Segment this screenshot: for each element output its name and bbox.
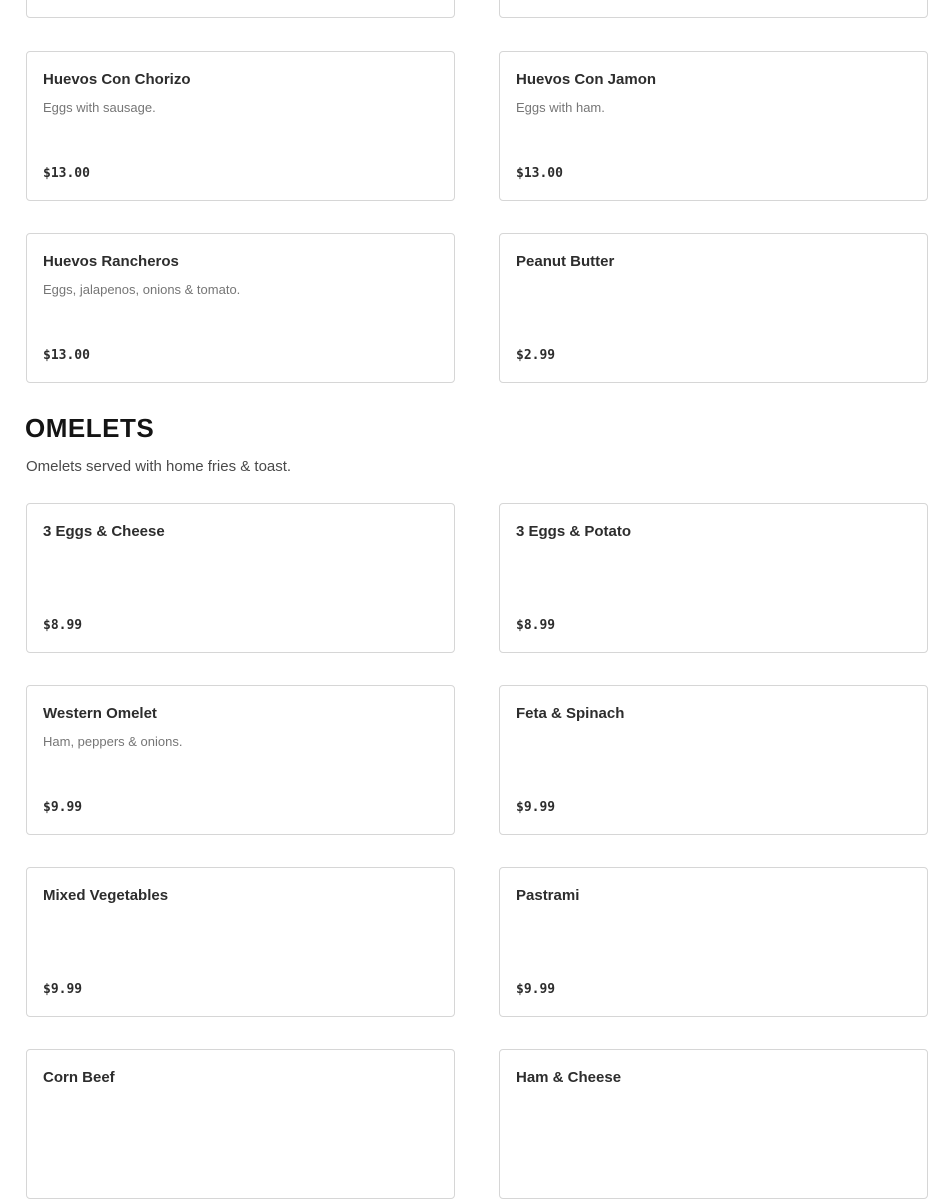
item-name: Ham & Cheese [516, 1069, 622, 1086]
menu-item-card[interactable] [26, 0, 455, 18]
item-name: Huevos Con Jamon [516, 71, 657, 88]
item-name: 3 Eggs & Cheese [43, 523, 165, 540]
menu-item-card[interactable] [26, 233, 455, 383]
item-description: Eggs with sausage. [43, 100, 156, 115]
item-name: Peanut Butter [516, 253, 615, 270]
item-name: 3 Eggs & Potato [516, 523, 632, 540]
item-price: $8.99 [43, 618, 83, 633]
item-name: Corn Beef [43, 1069, 115, 1086]
item-description: Ham, peppers & onions. [43, 734, 183, 749]
section-title: OMELETS [25, 413, 155, 443]
item-description: Eggs, jalapenos, onions & tomato. [43, 282, 241, 297]
menu-item-card[interactable] [499, 0, 928, 18]
item-price: $13.00 [43, 166, 90, 181]
item-name: Huevos Con Chorizo [43, 71, 191, 88]
item-price: $2.99 [516, 348, 556, 363]
menu-item-card[interactable] [499, 867, 928, 1017]
menu-item-card[interactable] [26, 685, 455, 835]
item-name: Feta & Spinach [516, 705, 625, 722]
menu-item-card[interactable] [499, 685, 928, 835]
menu-item-card[interactable] [499, 503, 928, 653]
item-name: Mixed Vegetables [43, 887, 169, 904]
item-name: Pastrami [516, 887, 580, 904]
item-name: Huevos Rancheros [43, 253, 179, 270]
item-price: $9.99 [43, 800, 83, 815]
menu-item-card[interactable] [26, 1049, 455, 1199]
menu-item-card[interactable] [26, 503, 455, 653]
item-price: $13.00 [43, 348, 90, 363]
menu-item-card[interactable] [499, 233, 928, 383]
menu-item-card[interactable] [26, 51, 455, 201]
menu-item-card[interactable] [499, 51, 928, 201]
item-price: $8.99 [516, 618, 556, 633]
menu-item-card[interactable] [26, 867, 455, 1017]
item-description: Eggs with ham. [516, 100, 605, 115]
item-name: Western Omelet [43, 705, 157, 722]
item-price: $9.99 [43, 982, 83, 997]
item-price: $9.99 [516, 982, 556, 997]
menu-item-card[interactable] [499, 1049, 928, 1199]
item-price: $13.00 [516, 166, 563, 181]
section-description: Omelets served with home fries & toast. [26, 458, 292, 475]
item-price: $9.99 [516, 800, 556, 815]
